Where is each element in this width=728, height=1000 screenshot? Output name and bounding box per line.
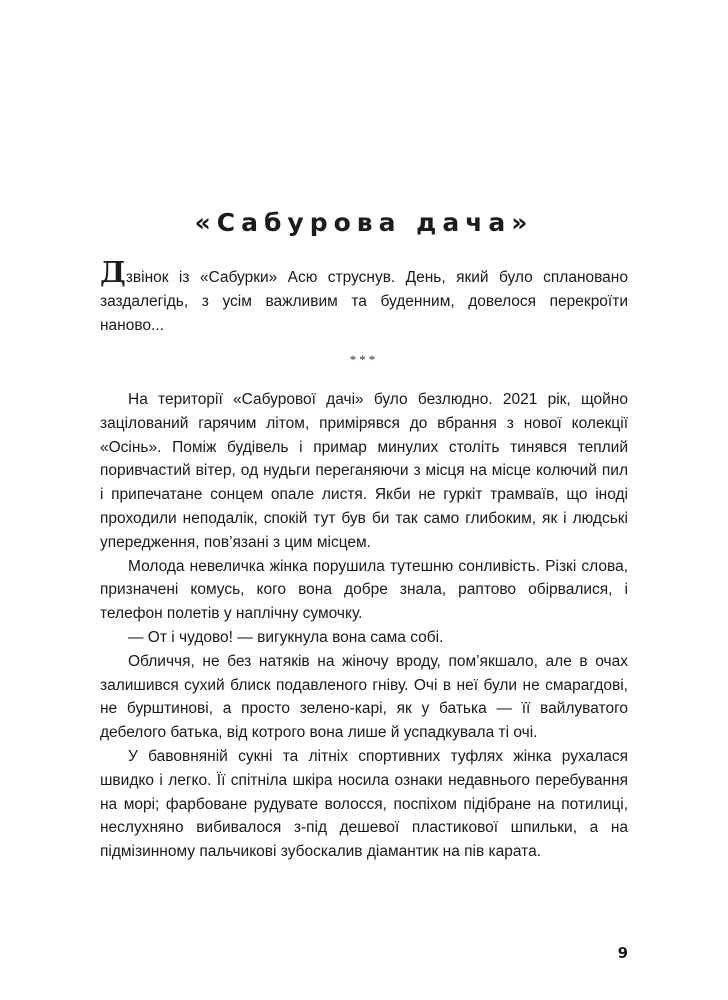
paragraph: Обличчя, не без натяків на жіночу вроду, пом’якшало, але в очах залишився сухий блиск подавленого гніву. Очі в неї були не смарагдові, не бурштинові, а просто зелено-карі, як у батька — її вайлуватого дебелого батька, від котрого вона лише й успадкувала ті очі. [100, 652, 628, 742]
paragraph: У бавовняній сукні та літніх спортивних туфлях жінка рухалася швидко і легко. Її спітніла шкіра носила ознаки недавнього перебування на морі; фарбоване рудувате волосся, поспіхом підібране на потилиці, неслухняно вибивалося з-під дешевої пластикової шпильки, а на підмізинному пальчикові зубоскалив діамантик на пів карата. [100, 747, 628, 861]
intro-paragraph [100, 255, 628, 337]
page-number: 9 [617, 944, 628, 962]
paragraph: На території «Сабурової дачі» було безлюдно. 2021 рік, щойно зацілований гарячим літом, примірявся до вбрання з нової колекції «Осінь». Поміж будівель і примар минулих століть тинявся теплий поривчастий вітер, од нудьги переганяючи з місця на місце колючий пил і припечатане сонцем опале листя. Якби не гуркіт трамваїв, що іноді проходили неподалік, спокій тут був би так само глибоким, як і людські упередження, пов’язані з цим місцем. [100, 391, 628, 551]
main-text-block [100, 388, 628, 864]
paragraph: Молода невеличка жінка порушила тутешню сонливість. Різкі слова, призначені комусь, кого вона добре знала, раптово обірвалися, і телефон полетів у наплічну сумочку. [100, 557, 628, 623]
drop-cap: Д [100, 255, 126, 289]
chapter-title: «Сабурова дача» [194, 208, 534, 237]
section-separator: *** [349, 352, 379, 367]
dialogue-line: — От і чудово! — вигукнула вона сама собі. [128, 628, 444, 646]
intro-paragraph-block [100, 255, 628, 337]
intro-text: звінок із «Сабурки» Асю струснув. День, який було сплановано заздалегідь, з усім важливим та буденним, довелося перекроїти наново... [100, 269, 628, 334]
